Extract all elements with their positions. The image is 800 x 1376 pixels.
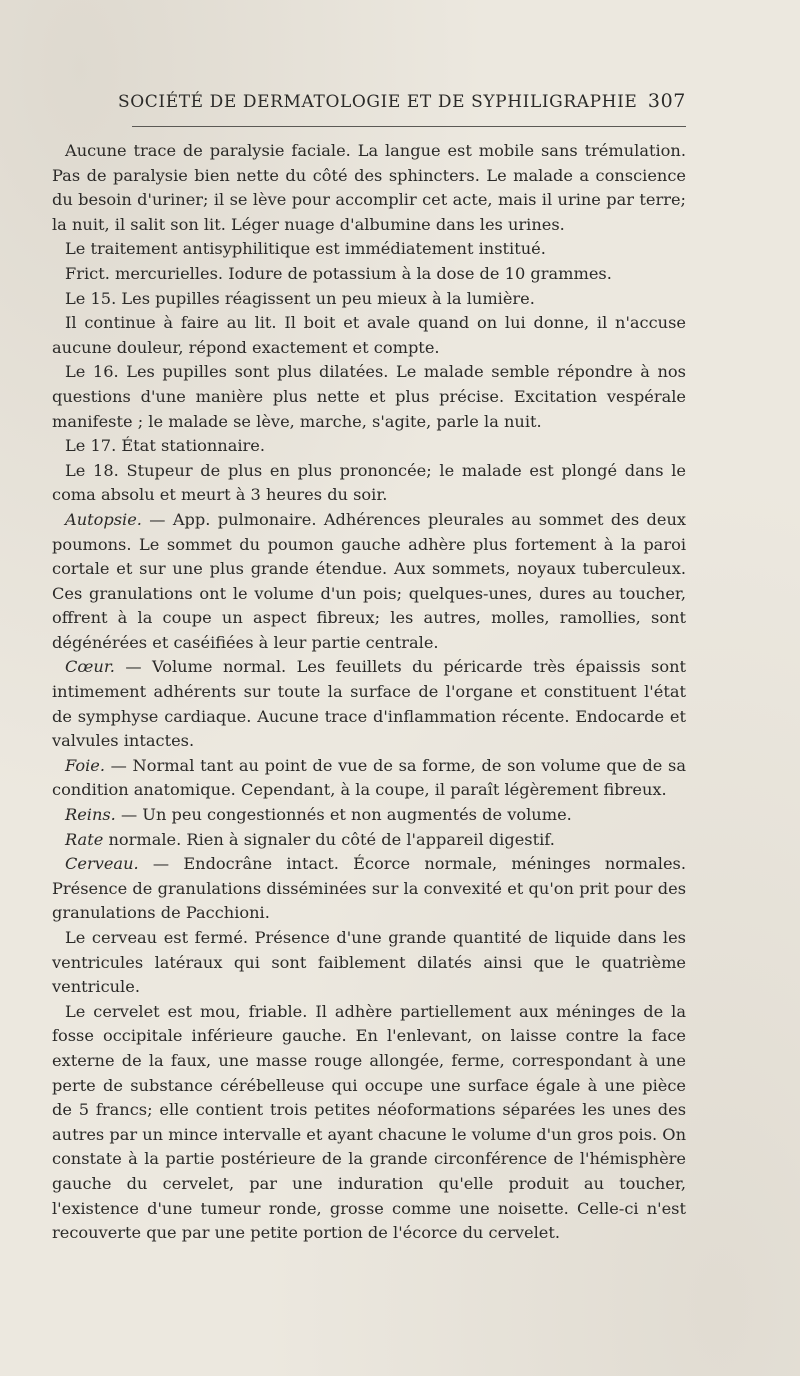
- paragraph-autopsie: Autopsie. — App. pulmonaire. Adhérences pleurales au sommet des deux poumons. Le sommet du poumon gauche adhère plus fortement à la paroi cortale et sur une plus grande étendue. Aux sommets, noyaux tuberculeux. Ces granulations ont le volume d'un pois; quelques-unes, dures au toucher, offrent à la coupe un aspect fibreux; les autres, molles, ramollies, sont dégénérées et caséifiées à leur partie centrale.: [52, 509, 686, 652]
- paragraph: Aucune trace de paralysie faciale. La langue est mobile sans trémulation. Pas de paralysie bien nette du côté des sphincters. Le malade a conscience du besoin d'uriner; il se lève pour accomplir cet acte, mais il urine par terre; la nuit, il salit son lit. Léger nuage d'albumine dans les urines.: [52, 141, 686, 234]
- paragraph-rate: Rate normale. Rien à signaler du côté de l'appareil digestif.: [65, 829, 555, 849]
- section-lead: Rate: [65, 829, 104, 849]
- paragraph: Le cervelet est mou, friable. Il adhère partiellement aux méninges de la fosse occipitale inférieure gauche. En l'enlevant, on laisse contre la face externe de la faux, une masse rouge allongée, ferme, correspondant à une perte de substance cérébelleuse qui occupe une surface égale à une pièce de 5 francs; elle contient trois petites néoformations séparées les unes des autres par un mince intervalle et ayant chacune le volume d'un gros pois. On constate à la partie postérieure de la grande circonférence de l'hémisphère gauche du cervelet, par une induration qu'elle produit au toucher, l'existence d'une tumeur ronde, grosse comme une noisette. Celle-ci n'est recouverte que par une petite portion de l'écorce du cervelet.: [52, 1001, 686, 1243]
- body-text: [52, 139, 686, 1246]
- paragraph: Le cerveau est fermé. Présence d'une grande quantité de liquide dans les ventricules latéraux qui sont faiblement dilatés ainsi que le quatrième ventricule.: [52, 928, 686, 997]
- section-lead: Foie.: [65, 755, 105, 775]
- paragraph: Le 17. État stationnaire.: [65, 436, 266, 456]
- section-lead: Reins.: [65, 805, 116, 825]
- paragraph-foie: Foie. — Normal tant au point de vue de sa forme, de son volume que de sa condition anatomique. Cependant, à la coupe, il paraît légèrement fibreux.: [52, 755, 686, 800]
- section-lead: Cerveau.: [65, 854, 139, 874]
- paragraph-reins: Reins. — Un peu congestionnés et non augmentés de volume.: [65, 805, 572, 825]
- running-title: SOCIÉTÉ DE DERMATOLOGIE ET DE SYPHILIGRAPHIE: [118, 92, 638, 112]
- page-number: 307: [647, 90, 686, 112]
- running-head: [52, 90, 686, 126]
- section-lead: Autopsie.: [65, 509, 142, 529]
- paragraph: Le traitement antisyphilitique est immédiatement institué.: [65, 239, 546, 259]
- paragraph: Le 16. Les pupilles sont plus dilatées. Le malade semble répondre à nos questions d'une manière plus nette et plus précise. Excitation vespérale manifeste ; le malade se lève, marche, s'agite, parle la nuit.: [52, 362, 686, 431]
- paragraph: Il continue à faire au lit. Il boit et avale quand on lui donne, il n'accuse aucune douleur, répond exactement et compte.: [52, 313, 686, 357]
- paragraph-cerveau: Cerveau. — Endocrâne intact. Écorce normale, méninges normales. Présence de granulations disséminées sur la convexité et qu'on prit pour des granulations de Pacchioni.: [52, 854, 686, 923]
- paragraph-coeur: Cœur. — Volume normal. Les feuillets du péricarde très épaissis sont intimement adhérents sur toute la surface de l'organe et constituent l'état de symphyse cardiaque. Aucune trace d'inflammation récente. Endocarde et valvules intactes.: [52, 657, 686, 751]
- section-lead: Cœur.: [65, 657, 115, 677]
- paragraph: Frict. mercurielles. Iodure de potassium à la dose de 10 grammes.: [65, 263, 612, 283]
- header-rule: [132, 126, 686, 127]
- document-page: [52, 90, 686, 1246]
- paragraph: Le 18. Stupeur de plus en plus prononcée; le malade est plongé dans le coma absolu et meurt à 3 heures du soir.: [52, 460, 686, 505]
- paragraph: Le 15. Les pupilles réagissent un peu mieux à la lumière.: [65, 288, 535, 308]
